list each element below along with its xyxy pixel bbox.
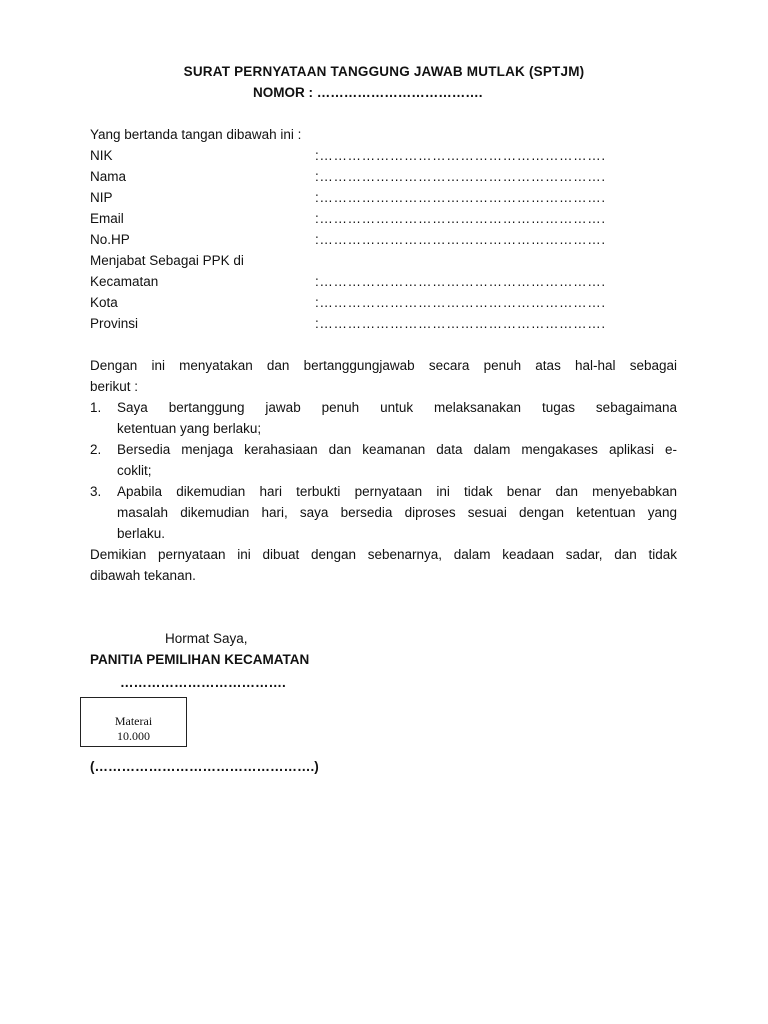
- ppk-label: Menjabat Sebagai PPK di: [90, 253, 244, 268]
- field-kecamatan-value: :…………………………………………………….: [315, 274, 606, 289]
- field-nip-value: :…………………………………………………….: [315, 190, 606, 205]
- item-1-number: 1.: [90, 400, 102, 415]
- document-title: SURAT PERNYATAAN TANGGUNG JAWAB MUTLAK (SPTJM): [183, 64, 585, 79]
- field-nohp: [90, 229, 650, 250]
- field-kota-label: Kota: [90, 295, 118, 310]
- field-nip-label: NIP: [90, 190, 113, 205]
- document-number: NOMOR : ……………………………….: [253, 85, 483, 100]
- item-3-number: 3.: [90, 484, 102, 499]
- committee-name: PANITIA PEMILIHAN KECAMATAN: [90, 652, 310, 667]
- item-2-line-1: Bersedia menjaga kerahasiaan dan keamanan data dalam mengakases aplikasi e-: [117, 442, 677, 457]
- item-1-line-1: Saya bertanggung jawab penuh untuk melaksanakan tugas sebagaimana: [117, 400, 677, 415]
- field-nohp-label: No.HP: [90, 232, 130, 247]
- field-email: [90, 208, 650, 229]
- committee-dots: ……………………………….: [120, 675, 286, 690]
- field-nik-value: :…………………………………………………….: [315, 148, 606, 163]
- item-3-line-3: berlaku.: [117, 526, 166, 541]
- item-3-line-1: Apabila dikemudian hari terbukti pernyataan ini tidak benar dan menyebabkan: [117, 484, 677, 499]
- closing-line-2: dibawah tekanan.: [90, 568, 196, 583]
- field-kecamatan: [90, 271, 650, 292]
- field-kecamatan-label: Kecamatan: [90, 274, 159, 289]
- materai-label: Materai: [114, 714, 153, 728]
- materai-stamp-box: [80, 697, 187, 747]
- field-nik: [90, 145, 650, 166]
- field-nama: [90, 166, 650, 187]
- field-email-label: Email: [90, 211, 124, 226]
- item-2-number: 2.: [90, 442, 102, 457]
- statement-line-1: Dengan ini menyatakan dan bertanggungjawab secara penuh atas hal-hal sebagai: [90, 358, 677, 373]
- item-1-line-2: ketentuan yang berlaku;: [117, 421, 262, 436]
- field-provinsi-value: :…………………………………………………….: [315, 316, 606, 331]
- field-kota: [90, 292, 650, 313]
- field-nip: [90, 187, 650, 208]
- field-provinsi: [90, 313, 650, 334]
- item-2-line-2: coklit;: [117, 463, 152, 478]
- field-email-value: :…………………………………………………….: [315, 211, 606, 226]
- field-kota-value: :…………………………………………………….: [315, 295, 606, 310]
- intro-text: Yang bertanda tangan dibawah ini :: [90, 127, 302, 142]
- field-nohp-value: :…………………………………………………….: [315, 232, 606, 247]
- materai-value: 10.000: [117, 729, 150, 743]
- field-nama-label: Nama: [90, 169, 127, 184]
- field-nik-label: NIK: [90, 148, 113, 163]
- item-3-line-2: masalah dikemudian hari, saya bersedia diproses sesuai dengan ketentuan yang: [117, 505, 677, 520]
- field-provinsi-label: Provinsi: [90, 316, 139, 331]
- signature-line: (………………………………………….): [90, 759, 319, 774]
- regards-text: Hormat Saya,: [165, 631, 248, 646]
- field-nama-value: :…………………………………………………….: [315, 169, 606, 184]
- closing-line-1: Demikian pernyataan ini dibuat dengan sebenarnya, dalam keadaan sadar, dan tidak: [90, 547, 677, 562]
- statement-line-2: berikut :: [90, 379, 139, 394]
